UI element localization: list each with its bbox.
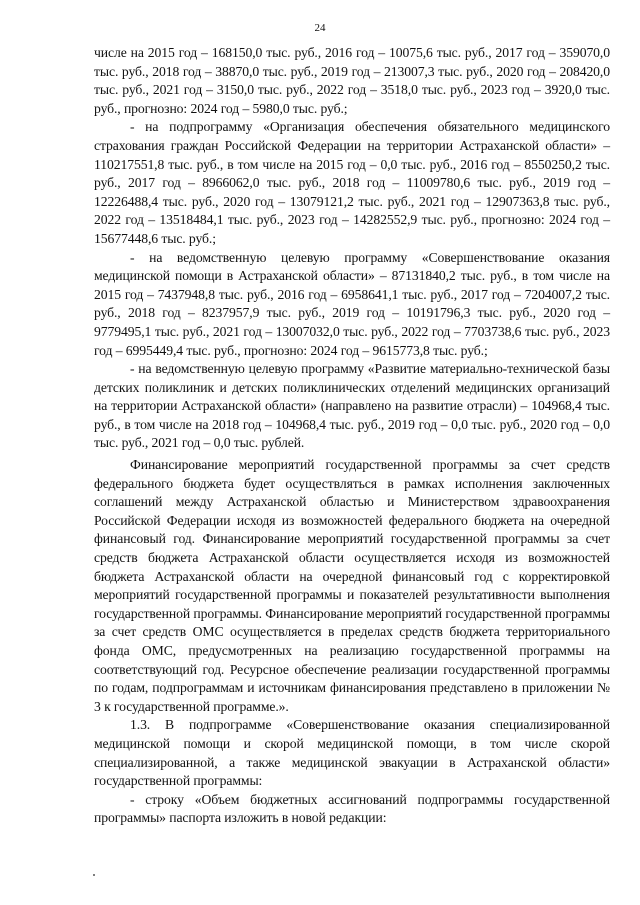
paragraph-section-1-3: 1.3. В подпрограмме «Совершенствование оказания специализированной медицинской помощи и скорой медицинской помощи, в том числе скорой специализированной, а также медицинской эвакуации в Астраханской области» государственной программы: bbox=[94, 717, 610, 789]
paragraph-passport-line: - строку «Объем бюджетных ассигнований подпрограммы государственной программы» паспорта изложить в новой редакции: bbox=[94, 791, 610, 826]
paragraph-financing-description: Финансирование мероприятий государственной программы за счет средств федерального бюджета будет осуществляться в рамках исполнения заключенных соглашений между Астраханской областью и Министерством здравоохранения Российской Федерации исходя из возможностей федерального бюджета на очередной финансовый год. Финансирование мероприятий государственной программы за счет средств бюджета Астраханской области осуществляется исходя из возможностей бюджета Астраханской области на очередной финансовый год с корректировкой мероприятий государственной программы и показателей результативности выполнения государственной программы. Финансирование мероприятий государственной программы за счет средств ОМС осуществляется в пределах средств бюджета территориального фонда ОМС, предусмотренных на реализацию государственной программы на соответствующий год. Ресурсное обеспечение реализации государственной программы по годам, подпрограммам и источникам финансирования представлено в приложении № 3 к государственной программе.». bbox=[94, 457, 610, 714]
paragraph-medical-care-program: - на ведомственную целевую программу «Совершенствование оказания медицинской помощи в Астраханской области» – 87131840,2 тыс. руб., в том числе на 2015 год – 7437948,8 тыс. руб., 2016 год – 6958641,1 тыс. руб., 2017 год – 7204007,2 тыс. руб., 2018 год – 8237957,9 тыс. руб., 2019 год – 10191796,3 тыс. руб., 2020 год – 9779495,1 тыс. руб., 2021 год – 13007032,0 тыс. руб., 2022 год – 7703738,6 тыс. руб., 2023 год – 6995449,4 тыс. руб., прогнозно: 2024 год – 9615773,8 тыс. руб.; bbox=[94, 249, 610, 358]
page-number: 24 bbox=[314, 22, 326, 34]
document-body bbox=[94, 44, 610, 828]
paragraph-oms-subprogram: - на подпрограмму «Организация обеспечения обязательного медицинского страхования граждан Российской Федерации на территории Астраханской области» – 110217551,8 тыс. руб., в том числе на 2015 год – 0,0 тыс. руб., 2016 год – 8550250,2 тыс. руб., 2017 год – 8966062,0 тыс. руб., 2018 год – 11009780,6 тыс. руб., 2019 год – 12226488,4 тыс. руб., 2020 год – 13079121,2 тыс. руб., 2021 год – 12907363,8 тыс. руб., 2022 год – 13518484,1 тыс. руб., 2023 год – 14282552,9 тыс. руб., прогнозно: 2024 год – 15677448,6 тыс. руб.; bbox=[94, 119, 610, 246]
scan-speck bbox=[93, 874, 95, 876]
paragraph-childrens-clinics-program: - на ведомственную целевую программу «Развитие материально-технической базы детских поликлиник и детских поликлинических отделений медицинских организаций на территории Астраханской области» (направлено на развитие отрасли) – 104968,4 тыс. руб., в том числе на 2018 год – 104968,4 тыс. руб., 2019 год – 0,0 тыс. руб., 2020 год – 0,0 тыс. руб., 2021 год – 0,0 тыс. рублей. bbox=[94, 361, 610, 451]
paragraph-funding-continuation: числе на 2015 год – 168150,0 тыс. руб., 2016 год – 10075,6 тыс. руб., 2017 год – 359070,0 тыс. руб., 2018 год – 38870,0 тыс. руб., 2019 год – 213007,3 тыс. руб., 2020 год – 208420,0 тыс. руб., 2021 год – 3150,0 тыс. руб., 2022 год – 3518,0 тыс. руб., 2023 год – 3920,0 тыс. руб., прогнозно: 2024 год – 5980,0 тыс. руб.; bbox=[94, 45, 610, 116]
